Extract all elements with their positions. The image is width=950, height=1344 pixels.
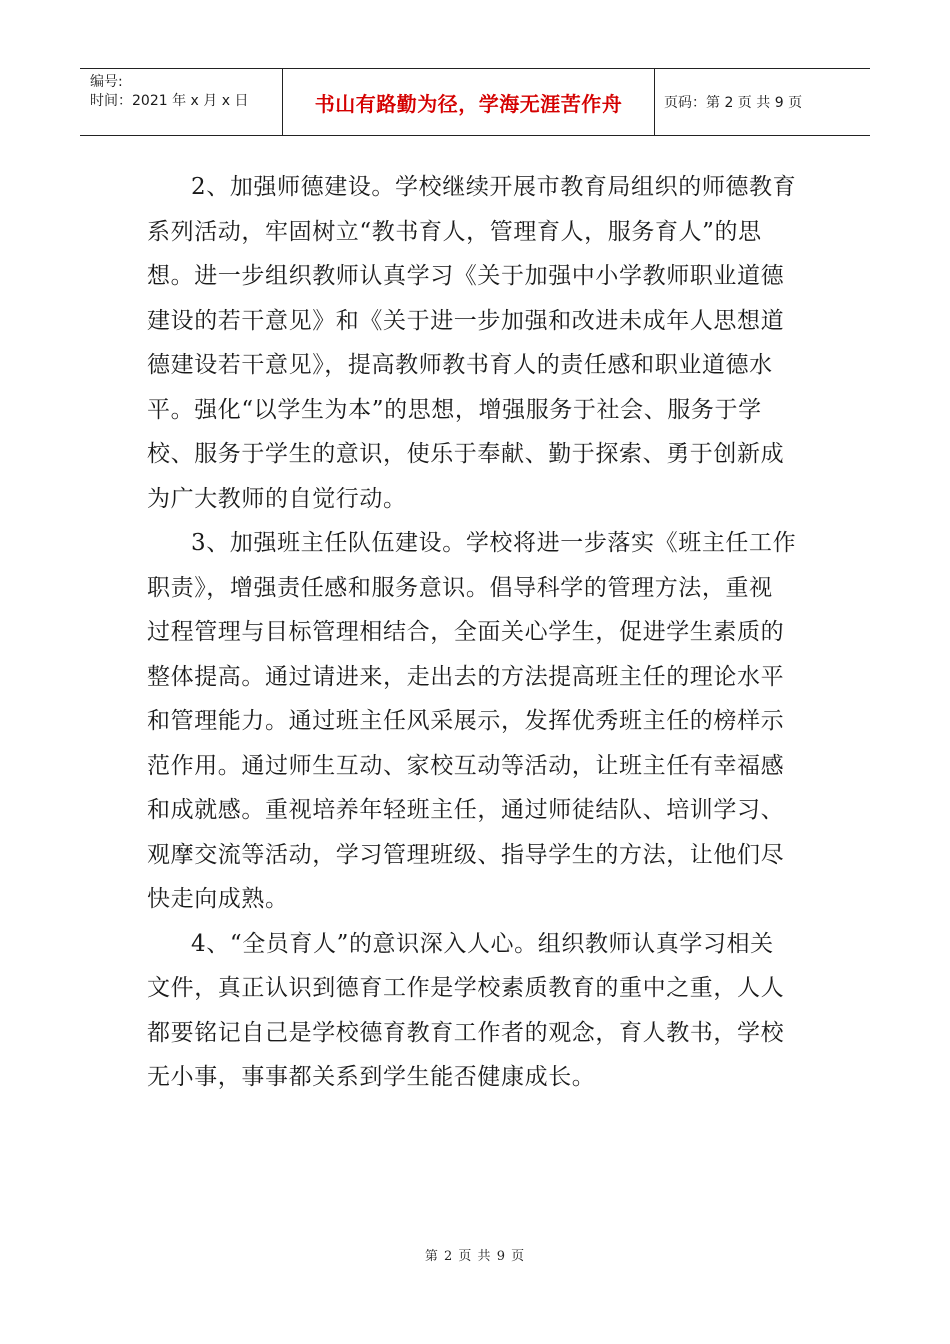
text-line: 观摩交流等活动，学习管理班级、指导学生的方法，让他们尽 [147, 841, 785, 868]
document-number-label: 编号: [90, 74, 123, 90]
header-meta [80, 69, 283, 135]
text-line: 校、服务于学生的意识，使乐于奉献、勤于探索、勇于创新成 [147, 441, 785, 467]
page-header [80, 68, 870, 136]
text-line: 想。进一步组织教师认真学习《关于加强中小学教师职业道德 [147, 263, 785, 289]
text-line: 整体提高。通过请进来，走出去的方法提高班主任的理论水平 [147, 663, 785, 690]
text-line: 德建设若干意见》，提高教师教书育人的责任感和职业道德水 [147, 352, 773, 378]
header-motto: 书山有路勤为径，学海无涯苦作舟 [283, 69, 655, 135]
page-footer: 第 2 页 共 9 页 [424, 1249, 526, 1264]
text-line: 无小事，事事都关系到学生能否健康成长。 [147, 1064, 596, 1090]
text-line: 快走向成熟。 [147, 886, 289, 912]
text-line: 和管理能力。通过班主任风采展示，发挥优秀班主任的榜样示 [147, 708, 785, 734]
text-line: 都要铭记自己是学校德育教育工作者的观念，育人教书，学校 [147, 1019, 785, 1046]
paragraph-teacher-ethics [147, 165, 807, 521]
paragraph-all-staff-education [147, 922, 807, 1100]
text-line: 系列活动，牢固树立“教书育人，管理育人，服务育人”的思 [147, 218, 762, 245]
text-line: 职责》，增强责任感和服务意识。倡导科学的管理方法，重视 [147, 574, 773, 601]
text-line: 范作用。通过师生互动、家校互动等活动，让班主任有幸福感 [147, 752, 785, 779]
text-line: 4、“全员育人”的意识深入人心。组织教师认真学习相关 [191, 930, 774, 957]
text-line: 平。强化“以学生为本”的思想，增强服务于社会、服务于学 [147, 396, 762, 423]
document-date: 时间：2021 年 x 月 x 日 [90, 93, 249, 109]
text-line: 2、加强师德建设。学校继续开展市教育局组织的师德教育 [191, 174, 797, 200]
text-line: 建设的若干意见》和《关于进一步加强和改进未成年人思想道 [147, 307, 785, 334]
paragraph-class-teachers [147, 521, 807, 922]
text-line: 和成就感。重视培养年轻班主任，通过师徒结队、培训学习、 [147, 797, 785, 823]
text-line: 3、加强班主任队伍建设。学校将进一步落实《班主任工作 [191, 530, 797, 556]
text-line: 为广大教师的自觉行动。 [147, 485, 407, 512]
header-page-info: 页码：第 2 页 共 9 页 [664, 95, 803, 111]
document-body [147, 165, 807, 1100]
text-line: 过程管理与目标管理相结合，全面关心学生，促进学生素质的 [147, 619, 785, 645]
text-line: 文件，真正认识到德育工作是学校素质教育的重中之重，人人 [147, 975, 785, 1001]
